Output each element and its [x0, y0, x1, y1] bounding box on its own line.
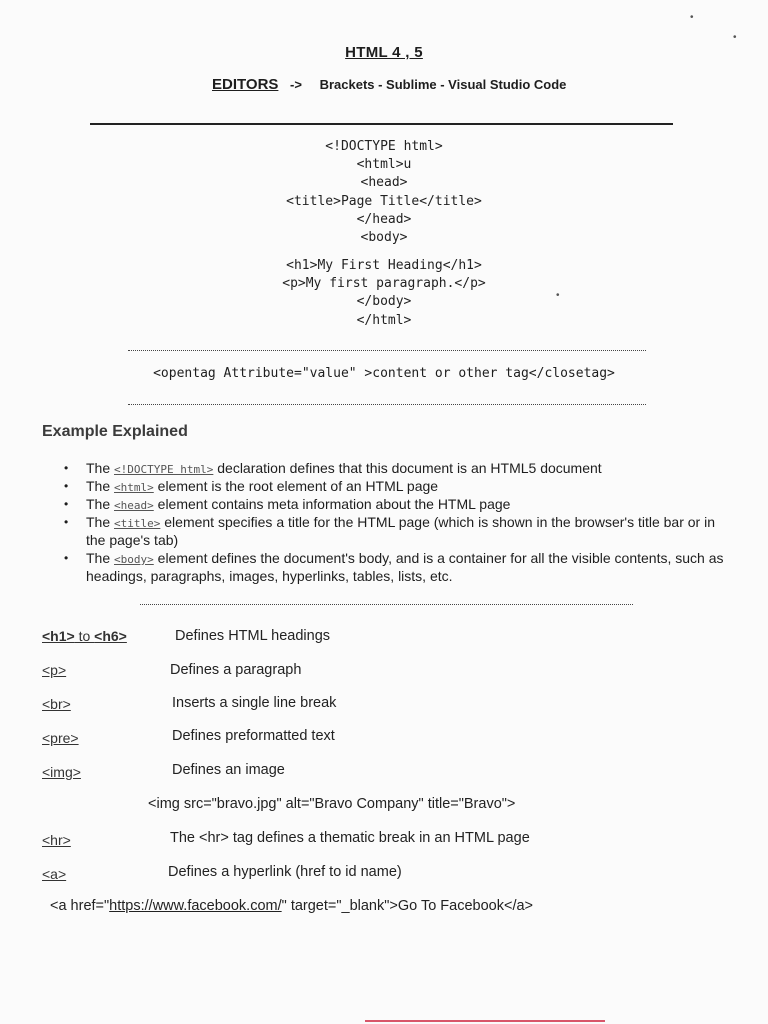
- bullet-text: element defines the document's body, and is a container for all the visible contents, such as headings, paragraphs, images, hyperlinks, tables, lists, etc.: [86, 550, 724, 584]
- bullet-text: The: [86, 550, 115, 566]
- code-line: </head>: [356, 211, 412, 227]
- bullet-text: The: [86, 496, 115, 512]
- tag-br: <br>: [42, 696, 71, 712]
- dotted-divider: [128, 350, 646, 351]
- bullet-text: element contains meta information about the HTML page: [153, 496, 511, 512]
- code-line: <html>u: [356, 157, 412, 173]
- code-line: <body>: [360, 229, 408, 245]
- tag-img: <img>: [42, 764, 81, 780]
- section-title: Example Explained: [42, 423, 188, 440]
- a-example: [50, 898, 533, 914]
- tag-description: Defines an image: [172, 762, 285, 778]
- facebook-link[interactable]: https://www.facebook.com/: [109, 898, 282, 914]
- tag-hr: <hr>: [42, 832, 71, 848]
- a-example-text: <a href=": [50, 898, 110, 914]
- code-line: </body>: [356, 294, 412, 310]
- bullet-text: element is the root element of an HTML page: [153, 478, 439, 494]
- scan-speck: •: [733, 32, 737, 43]
- red-scan-mark: [365, 1020, 605, 1022]
- editors-label: EDITORS: [212, 76, 279, 93]
- img-example: <img src="bravo.jpg" alt="Bravo Company" title="Bravo">: [148, 796, 516, 812]
- tag-code: <h6>: [94, 628, 127, 644]
- tag-description: Defines HTML headings: [175, 628, 331, 644]
- tag-description: Defines a paragraph: [170, 662, 302, 678]
- tag-h1-h6: [42, 628, 127, 644]
- code-block-body: [0, 257, 768, 330]
- tag-description: The <hr> tag defines a thematic break in an HTML page: [170, 830, 530, 846]
- list-item: [64, 478, 724, 496]
- code-block-head: [0, 138, 768, 247]
- bullet-text: The: [86, 460, 115, 476]
- syntax-line: <opentag Attribute="value" >content or other tag</closetag>: [153, 366, 615, 381]
- bullet-text: The: [86, 514, 115, 530]
- bullet-text: declaration defines that this document is an HTML5 document: [213, 460, 602, 476]
- tag-description: Inserts a single line break: [172, 695, 337, 711]
- inline-code: <body>: [114, 553, 154, 566]
- tag-code: <h1>: [42, 628, 75, 644]
- code-line: <head>: [360, 175, 408, 191]
- dotted-divider: [140, 604, 633, 605]
- bullet-list: [64, 460, 724, 585]
- inline-code: <title>: [114, 517, 161, 530]
- code-line: <!DOCTYPE html>: [325, 139, 443, 154]
- tag-p: <p>: [42, 662, 67, 678]
- code-line: <h1>My First Heading</h1>: [286, 258, 482, 273]
- editors-line: [212, 76, 566, 93]
- scan-speck: •: [556, 290, 560, 301]
- list-item: [64, 550, 724, 585]
- tag-a: <a>: [42, 866, 67, 882]
- list-item: [64, 514, 724, 549]
- bullet-text: The: [86, 478, 115, 494]
- inline-code: <head>: [114, 499, 154, 512]
- code-line: </html>: [356, 312, 412, 328]
- tag-connector: to: [74, 628, 95, 644]
- list-item: [64, 460, 724, 478]
- tag-description: Defines preformatted text: [172, 728, 335, 744]
- dotted-divider: [128, 404, 646, 405]
- page-title: HTML 4 , 5: [345, 44, 423, 61]
- bullet-text: element specifies a title for the HTML page (which is shown in the browser's title bar or in the page's tab): [86, 514, 715, 548]
- scan-speck: •: [690, 12, 694, 23]
- inline-code: <html>: [114, 481, 154, 494]
- arrow-text: ->: [290, 77, 302, 92]
- code-line: <p>My first paragraph.</p>: [282, 276, 486, 292]
- list-item: [64, 496, 724, 514]
- code-line: <title>Page Title</title>: [286, 193, 482, 209]
- tag-pre: <pre>: [42, 730, 79, 746]
- solid-divider: [90, 123, 673, 125]
- tag-description: Defines a hyperlink (href to id name): [168, 864, 402, 880]
- editors-list: Brackets - Sublime - Visual Studio Code: [319, 77, 567, 92]
- a-example-text: " target="_blank">Go To Facebook</a>: [281, 898, 534, 914]
- inline-code: <!DOCTYPE html>: [114, 463, 214, 476]
